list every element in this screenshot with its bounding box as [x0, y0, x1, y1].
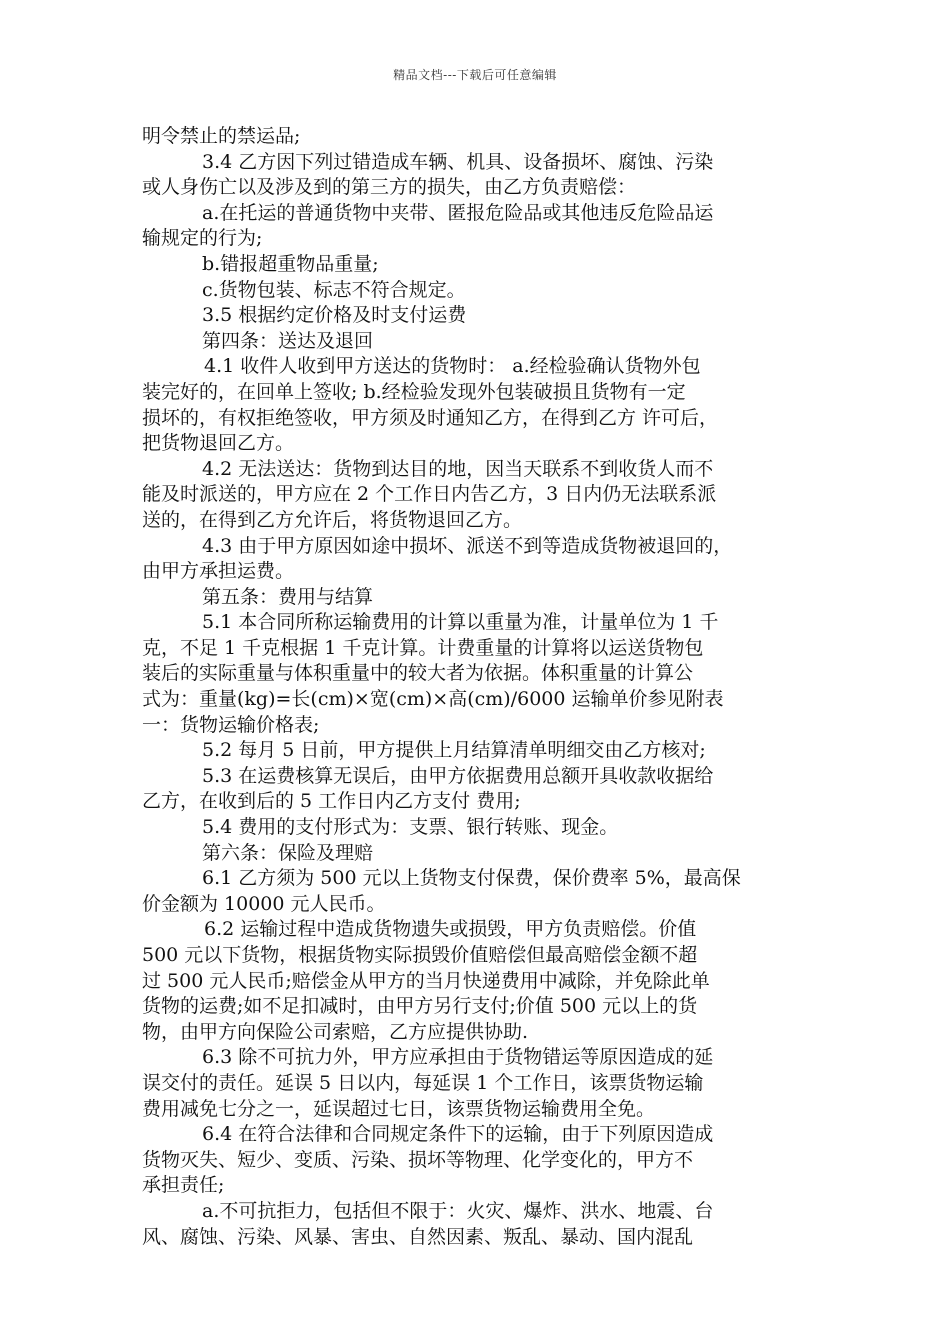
text-line: 过 500 元人民币;赔偿金从甲方的当月快递费用中减除，并免除此单 — [142, 969, 710, 992]
page-header: 精品文档---下载后可任意编辑 — [393, 68, 557, 82]
text-line: 第六条：保险及理赔 — [202, 841, 374, 864]
text-line: 风、腐蚀、污染、风暴、害虫、自然因素、叛乱、暴动、国内混乱 — [142, 1225, 694, 1248]
text-line: 物，由甲方向保险公司索赔，乙方应提供协助. — [142, 1020, 529, 1043]
document-body — [142, 124, 822, 1250]
text-line: 3.4 乙方因下列过错造成车辆、机具、设备损坏、腐蚀、污染 — [202, 150, 714, 173]
text-line: 6.1 乙方须为 500 元以上货物支付保费，保价费率 5%，最高保 — [202, 867, 741, 890]
text-line: a.在托运的普通货物中夹带、匿报危险品或其他违反危险品运 — [202, 201, 714, 224]
text-line: 6.4 在符合法律和合同规定条件下的运输，由于下列原因造成 — [202, 1123, 714, 1146]
text-line: 500 元以下货物，根据货物实际损毁价值赔偿但最高赔偿金额不超 — [142, 944, 698, 966]
text-line: 或人身伤亡以及涉及到的第三方的损失，由乙方负责赔偿： — [142, 176, 637, 199]
text-line: 第四条：送达及退回 — [202, 329, 374, 352]
text-line: 5.2 每月 5 日前，甲方提供上月结算清单明细交由乙方核对; — [202, 739, 706, 762]
text-line: 装完好的，在回单上签收; b.经检验发现外包装破损且货物有一定 — [142, 380, 686, 403]
text-line: 式为：重量(kg)=长(cm)×宽(cm)×高(cm)/6000 运输单价参见附表 — [142, 688, 724, 711]
text-line: 货物灭失、短少、变质、污染、损坏等物理、化学变化的，甲方不 — [142, 1148, 694, 1171]
text-line: b.错报超重物品重量; — [202, 252, 379, 275]
text-line: 把货物退回乙方。 — [142, 432, 295, 455]
text-line: 损坏的，有权拒绝签收，甲方须及时通知乙方，在得到乙方 许可后， — [142, 406, 719, 429]
text-line: 误交付的责任。延误 5 日以内，每延误 1 个工作日，该票货物运输 — [142, 1071, 704, 1094]
text-line: 克，不足 1 千克根据 1 千克计算。计费重量的计算将以运送货物包 — [142, 636, 704, 659]
text-line: 乙方，在收到后的 5 工作日内乙方支付 费用; — [142, 790, 521, 813]
text-line: 5.1 本合同所称运输费用的计算以重量为准，计量单位为 1 千 — [202, 611, 719, 634]
text-line: 装后的实际重量与体积重量中的较大者为依据。体积重量的计算公 — [142, 662, 694, 685]
text-line: 6.3 除不可抗力外，甲方应承担由于货物错运等原因造成的延 — [202, 1046, 714, 1069]
text-line: 送的，在得到乙方允许后，将货物退回乙方。 — [142, 508, 523, 531]
text-line: a.不可抗拒力，包括但不限于：火灾、爆炸、洪水、地震、台 — [202, 1199, 714, 1222]
text-line: 一：货物运输价格表; — [142, 713, 320, 736]
text-line: 4.1 收件人收到甲方送达的货物时： a.经检验确认货物外包 — [204, 355, 701, 378]
text-line: 由甲方承担运费。 — [142, 560, 295, 583]
text-line: 4.2 无法送达：货物到达目的地，因当天联系不到收货人而不 — [202, 457, 714, 480]
text-line: 5.3 在运费核算无误后，由甲方依据费用总额开具收款收据给 — [202, 764, 714, 787]
text-line: 费用减免七分之一，延误超过七日，该票货物运输费用全免。 — [142, 1097, 656, 1120]
text-line: 货物的运费;如不足扣减时，由甲方另行支付;价值 500 元以上的货 — [142, 995, 698, 1018]
text-line: 4.3 由于甲方原因如途中损坏、派送不到等造成货物被退回的， — [202, 534, 733, 557]
text-line: 能及时派送的，甲方应在 2 个工作日内告乙方，3 日内仍无法联系派 — [142, 483, 717, 506]
text-line: 第五条：费用与结算 — [202, 585, 374, 608]
text-line: 5.4 费用的支付形式为：支票、银行转账、现金。 — [202, 816, 619, 839]
text-line: 明令禁止的禁运品; — [142, 125, 301, 147]
text-line: 价金额为 10000 元人民币。 — [142, 892, 386, 915]
text-line: 3.5 根据约定价格及时支付运费 — [202, 304, 467, 327]
text-line: c.货物包装、标志不符合规定。 — [202, 278, 466, 301]
text-line: 输规定的行为; — [142, 227, 263, 250]
text-line: 6.2 运输过程中造成货物遗失或损毁，甲方负责赔偿。价值 — [204, 918, 697, 941]
text-line: 承担责任; — [142, 1174, 225, 1197]
